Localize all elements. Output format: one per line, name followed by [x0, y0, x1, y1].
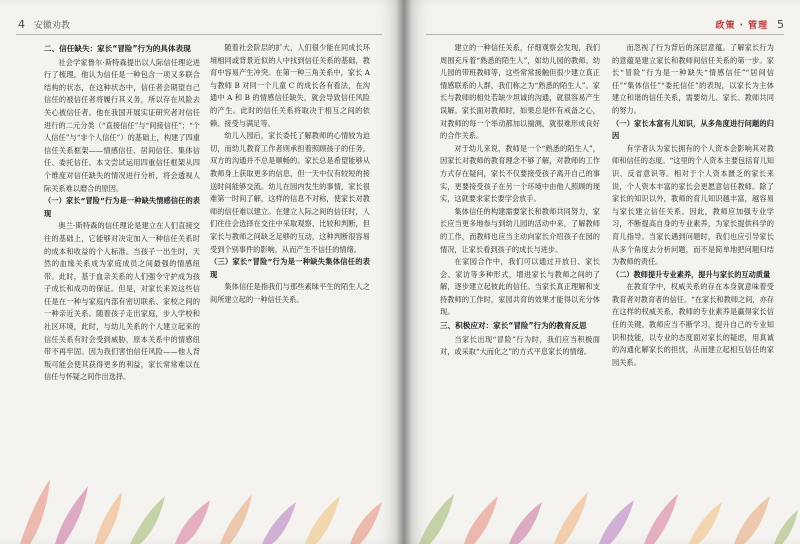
right-column-2 — [612, 42, 774, 512]
column-tag: 政策 · 管理 — [715, 21, 769, 31]
paragraph: 集体信任是指我们与那些素昧平生的陌生人之间所建立起的一种信任关系。 — [210, 282, 370, 304]
paragraph: 有学者认为家长拥有的个人资本会影响其对教师和信任的态度。“这里的个人资本主要包括育儿知识、反省意识等。相对于个人资本匮乏的家长来说，个人资本丰富的家长会更愿意信任教师。除了家长的知识以外，教师的育儿知识越丰富，越容易与家长建立信任关系。因此，教师应加强专业学习，不断提高自身的专业素养，为家长提供科学的育儿指导。当家长遇到问题时，我们也应引导家长从多个角度去分析问题，而不是简单地把问题归结为教师的责任。 — [612, 143, 774, 267]
right-page-header — [715, 18, 784, 31]
section-heading: 二、信任缺失：家长“冒险”行为的具体表现 — [44, 44, 191, 53]
paragraph: 集体信任的构建需要家长和教师共同努力，家长应当更多地参与到幼儿园的活动中来，了解教师的工作，而教师也应当主动向家长介绍孩子在园的情况，让家长看到孩子的成长与进步。 — [440, 206, 600, 254]
subheading: （三）家长“冒险”行为是一种缺失集体信任的表现 — [210, 257, 370, 279]
page-number: 5 — [777, 18, 784, 31]
section-heading: 三、积极应对：家长“冒险”行为的教育反思 — [440, 321, 587, 331]
paragraph: 当家长出现“冒险”行为时，我们应当积极面对，或采取“大而化之”的方式平息家长的情绪。 — [440, 334, 600, 357]
page-number: 4 — [18, 18, 25, 31]
paragraph: 在家园合作中，我们可以通过开放日、家长会、家访等多种形式，增进家长与教师之间的了解，逐步建立起彼此的信任。当家长真正理解和支持教师的工作时，家园共育的效果才能得以充分体现。 — [440, 257, 600, 317]
section-label: 安徽劝教 — [33, 21, 70, 31]
header-rule — [16, 34, 382, 35]
paragraph: 而忽视了行为背后的深层意蕴。了解家长行为的意蕴是建立家长和教师间信任关系的第一步。家长“冒险”行为是一种缺失“情感信任”“居间信任”“集体信任”“委托信任”的表现，以家长为主体建立和谐的信任关系，需要幼儿、家长、教师共同的努力。 — [612, 43, 774, 115]
subheading: （一）家长本富有儿知识，从多角度进行问题的归因 — [612, 118, 774, 141]
left-column-2 — [210, 42, 370, 512]
paragraph: 对于幼儿来说，教师是一个“熟悉的陌生人”，因家长对教师的教育理念不够了解，对教师的工作方式存在疑问，家长不仅要接受孩子离开自己的事实，更要接受孩子在另一个环境中由他人照顾的现实，这就要求家长要学会放手。 — [440, 143, 600, 204]
subheading: （一）家长“冒险”行为是一种缺失情感信任的表现 — [44, 196, 200, 218]
paragraph: 奥兰·斯特森的信任理论是建立在人们直接交往的基础上，它能够对决定加入一种信任关系时的成本和收益的个人标准。当孩子一出生时，天然的血缘关系成为家庭成员之间最强的情感纽带。此时，基于血亲关系的人们强令守护成为孩子成长和成功的保证。但是，对家长来说这些信任是在一种与家庭内部有密切联系、家校之间的一种亲近关系。随着孩子走出家庭，步入学校和社区环境，此时，与幼儿关系的个人建立起来的信任关系有时会受到威胁，原本关系中的情感纽带不再牢固。因为我们害怕信任风险——他人背叛可能会使其获得更多的利益，家长常常难以在信任与怀疑之间作出选择。 — [44, 221, 200, 382]
left-column-1 — [44, 42, 200, 512]
paragraph: 建立的一种信任关系，仔细观察会发现，我们周围充斥着“熟悉的陌生人”，如幼儿园的教师。幼儿园的带班教师等，这些常常接触但很少建立真正情感联系的人群，我们称之为“熟悉的陌生人”。家长与教师的相处若缺少坦诚的沟通，就很容易产生误解。家长面对教师时，如果总是怀有戒备之心，对教师的每一个举动都加以揣测，就很难形成良好的合作关系。 — [440, 43, 600, 141]
paragraph: 社会学家鲁尔·斯特森提出以人际信任理论进行了梳理，他认为信任是一种包含一项又多联合结构的状态，在这种状态中，信任者会期望自己信任的被信任者将履行其义务，所以存在风险去关心被信任者。他在我国开展实证研究者对信任进行的二元分类（“直接信任”与“间接信任”；“个人信任”与“非个人信任”）的基础上，构建了四重信任关系框架——情感信任、居间信任、集体信任、委托信任。本文尝试运用四重信任框架从四个维度对信任缺失的情况进行分析，将会透视人际关系难以磨合的原因。 — [44, 57, 200, 193]
left-page-header — [18, 18, 70, 31]
paragraph: 随着社会阶层的扩大，人们很少能在同成长环境相同或背景近似的人中找到信任关系的基础，教育中容易产生冲突。在第一种三角关系中，家长 A 与教师 B 对同一个儿童 C 的成长各有看法，在沟通中 A 和 B 的情感信任缺失，就会导致信任风险的产生。此时的信任关系将取决于相互之间的依赖、接受与满足等。 — [210, 43, 370, 128]
header-rule — [426, 34, 784, 35]
right-column-1 — [440, 42, 600, 512]
right-page — [404, 0, 800, 544]
subheading: （二）教师提升专业素养，提升与家长的互动质量 — [612, 269, 771, 279]
paragraph: 幼儿入园后，家长委托了解教师的心情较为迫切，而幼儿教育工作者则承担着照顾孩子的任务，双方的沟通并不总是顺畅的。家长总是希望能够从教师身上获取更多的信息，但一天中仅有较短的接送时间能够交流。幼儿在园内发生的事情，家长很难第一时间了解，这样的信息不对称，使家长对教师的信任难以建立。在建立人际之间的信任时，人们往往会选择在交往中采取观察、比较和判断，但家长与教师之间缺乏足够的互动，这种判断很容易受到个别事件的影响，从而产生不信任的情绪。 — [210, 131, 370, 254]
paragraph: 在教育学中，权威关系的存在本身就意味着受教育者对教育者的信任。“在家长和教师之间，亦存在这样的权威关系，教师的专业素养是赢得家长信任的关键。教师应当不断学习，提升自己的专业知识和技能，以专业的态度面对家长的疑虑，用真诚的沟通化解家长的担忧，从而建立起相互信任的家园关系。 — [612, 282, 774, 367]
